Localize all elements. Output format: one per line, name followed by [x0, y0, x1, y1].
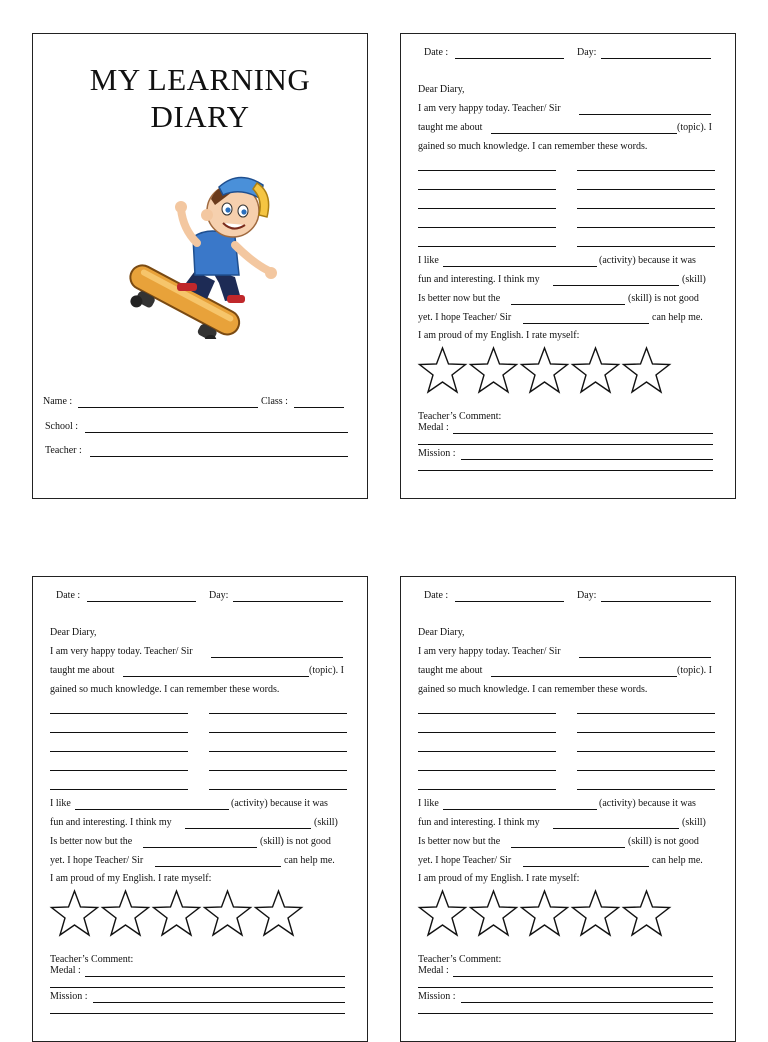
star-outline-icon[interactable]	[468, 889, 519, 937]
class-label: Class :	[261, 396, 288, 407]
star-outline-icon[interactable]	[519, 889, 570, 937]
word-field-6[interactable]	[577, 208, 715, 209]
helper-field[interactable]	[523, 323, 649, 324]
word-field-2[interactable]	[577, 713, 715, 714]
line-not-good: (skill) is not good	[628, 293, 699, 304]
mission-field-extra[interactable]	[418, 1013, 713, 1014]
line-activity: (activity) because it was	[599, 798, 696, 809]
class-field[interactable]	[294, 407, 344, 408]
star-outline-icon[interactable]	[468, 346, 519, 394]
word-field-8[interactable]	[209, 770, 347, 771]
skill-field-2[interactable]	[511, 304, 625, 305]
word-field-6[interactable]	[209, 751, 347, 752]
star-rating[interactable]	[417, 889, 672, 937]
topic-field[interactable]	[491, 676, 677, 677]
medal-field[interactable]	[453, 433, 713, 434]
word-field-9[interactable]	[418, 246, 556, 247]
star-outline-icon[interactable]	[49, 889, 100, 937]
line-knowledge: gained so much knowledge. I can remember these words.	[418, 141, 648, 152]
skill-field-2[interactable]	[143, 847, 257, 848]
date-field[interactable]	[87, 601, 196, 602]
line-like: I like	[50, 798, 71, 809]
line-activity: (activity) because it was	[231, 798, 328, 809]
day-label: Day:	[209, 590, 229, 601]
skill-field-1[interactable]	[553, 828, 679, 829]
star-outline-icon[interactable]	[253, 889, 304, 937]
date-field[interactable]	[455, 58, 564, 59]
line-proud: I am proud of my English. I rate myself:	[418, 330, 580, 341]
word-field-6[interactable]	[577, 751, 715, 752]
line-taught: taught me about	[50, 665, 115, 676]
word-field-9[interactable]	[418, 789, 556, 790]
word-field-2[interactable]	[209, 713, 347, 714]
teacher-comment-label: Teacher’s Comment:	[418, 411, 502, 422]
activity-field[interactable]	[75, 809, 229, 810]
activity-field[interactable]	[443, 809, 597, 810]
teacher-name-field[interactable]	[579, 114, 711, 115]
word-field-10[interactable]	[577, 789, 715, 790]
word-field-5[interactable]	[418, 208, 556, 209]
line-proud: I am proud of my English. I rate myself:	[418, 873, 580, 884]
day-label: Day:	[577, 47, 597, 58]
star-outline-icon[interactable]	[202, 889, 253, 937]
word-field-3[interactable]	[418, 732, 556, 733]
word-field-9[interactable]	[50, 789, 188, 790]
word-field-2[interactable]	[577, 170, 715, 171]
teacher-comment-label: Teacher’s Comment:	[418, 954, 502, 965]
cover-title	[33, 61, 367, 135]
mission-field[interactable]	[461, 1002, 713, 1003]
helper-field[interactable]	[523, 866, 649, 867]
activity-field[interactable]	[443, 266, 597, 267]
medal-field-extra[interactable]	[418, 444, 713, 445]
skill-field-1[interactable]	[553, 285, 679, 286]
word-field-5[interactable]	[50, 751, 188, 752]
word-field-7[interactable]	[418, 227, 556, 228]
medal-label: Medal :	[50, 965, 81, 976]
teacher-name-field[interactable]	[211, 657, 343, 658]
star-rating[interactable]	[417, 346, 672, 394]
date-label: Date :	[424, 47, 449, 58]
line-taught: taught me about	[418, 122, 483, 133]
line-teacher: I am very happy today. Teacher/ Sir	[418, 103, 561, 114]
diary-entry-page-3	[400, 576, 736, 1042]
medal-label: Medal :	[418, 965, 449, 976]
line-teacher: I am very happy today. Teacher/ Sir	[418, 646, 561, 657]
day-field[interactable]	[601, 601, 711, 602]
mission-field[interactable]	[93, 1002, 345, 1003]
line-help: can help me.	[652, 312, 703, 323]
line-topic: (topic). I	[677, 122, 712, 133]
word-field-7[interactable]	[418, 770, 556, 771]
medal-field-extra[interactable]	[418, 987, 713, 988]
line-skill: (skill)	[682, 817, 706, 828]
star-outline-icon[interactable]	[519, 346, 570, 394]
date-label: Date :	[424, 590, 449, 601]
star-outline-icon[interactable]	[100, 889, 151, 937]
line-teacher: I am very happy today. Teacher/ Sir	[50, 646, 193, 657]
star-outline-icon[interactable]	[417, 346, 468, 394]
school-label: School :	[45, 421, 79, 432]
word-field-5[interactable]	[418, 751, 556, 752]
teacher-name-field[interactable]	[579, 657, 711, 658]
line-taught: taught me about	[418, 665, 483, 676]
line-topic: (topic). I	[309, 665, 344, 676]
mission-label: Mission :	[418, 448, 456, 459]
date-label: Date :	[56, 590, 81, 601]
teacher-field[interactable]	[90, 456, 348, 457]
star-outline-icon[interactable]	[621, 889, 672, 937]
skateboarding-boy-icon	[123, 159, 283, 339]
star-rating[interactable]	[49, 889, 304, 937]
line-activity: (activity) because it was	[599, 255, 696, 266]
word-field-3[interactable]	[50, 732, 188, 733]
medal-field[interactable]	[453, 976, 713, 977]
skill-field-1[interactable]	[185, 828, 311, 829]
skill-field-2[interactable]	[511, 847, 625, 848]
greeting: Dear Diary,	[418, 627, 465, 638]
star-outline-icon[interactable]	[151, 889, 202, 937]
diary-entry-page-1	[400, 33, 736, 499]
name-label: Name :	[43, 396, 73, 407]
topic-field[interactable]	[123, 676, 309, 677]
cover-title-line2: DIARY	[150, 99, 250, 134]
word-field-10[interactable]	[577, 246, 715, 247]
word-field-1[interactable]	[418, 170, 556, 171]
line-help: can help me.	[652, 855, 703, 866]
mission-label: Mission :	[418, 991, 456, 1002]
line-skill: (skill)	[314, 817, 338, 828]
word-field-3[interactable]	[418, 189, 556, 190]
greeting: Dear Diary,	[418, 84, 465, 95]
word-field-8[interactable]	[577, 770, 715, 771]
word-field-7[interactable]	[50, 770, 188, 771]
word-field-8[interactable]	[577, 227, 715, 228]
mission-field-extra[interactable]	[418, 470, 713, 471]
star-outline-icon[interactable]	[570, 889, 621, 937]
line-not-good: (skill) is not good	[628, 836, 699, 847]
topic-field[interactable]	[491, 133, 677, 134]
diary-entry-page-2	[32, 576, 368, 1042]
mission-label: Mission :	[50, 991, 88, 1002]
day-field[interactable]	[233, 601, 343, 602]
line-not-good: (skill) is not good	[260, 836, 331, 847]
line-topic: (topic). I	[677, 665, 712, 676]
line-better: Is better now but the	[418, 293, 501, 304]
mission-field[interactable]	[461, 459, 713, 460]
day-field[interactable]	[601, 58, 711, 59]
medal-label: Medal :	[418, 422, 449, 433]
line-proud: I am proud of my English. I rate myself:	[50, 873, 212, 884]
line-think: fun and interesting. I think my	[50, 817, 172, 828]
line-hope: yet. I hope Teacher/ Sir	[50, 855, 144, 866]
line-hope: yet. I hope Teacher/ Sir	[418, 855, 512, 866]
word-field-1[interactable]	[418, 713, 556, 714]
line-think: fun and interesting. I think my	[418, 274, 540, 285]
date-field[interactable]	[455, 601, 564, 602]
mission-field-extra[interactable]	[50, 1013, 345, 1014]
word-field-4[interactable]	[577, 732, 715, 733]
cover-page	[32, 33, 368, 499]
star-outline-icon[interactable]	[570, 346, 621, 394]
line-knowledge: gained so much knowledge. I can remember these words.	[418, 684, 648, 695]
star-outline-icon[interactable]	[621, 346, 672, 394]
teacher-comment-label: Teacher’s Comment:	[50, 954, 134, 965]
line-better: Is better now but the	[418, 836, 501, 847]
medal-field[interactable]	[85, 976, 345, 977]
cover-title-line1: MY LEARNING	[89, 62, 311, 97]
line-hope: yet. I hope Teacher/ Sir	[418, 312, 512, 323]
line-like: I like	[418, 798, 439, 809]
school-field[interactable]	[85, 432, 348, 433]
line-like: I like	[418, 255, 439, 266]
word-field-4[interactable]	[577, 189, 715, 190]
word-field-4[interactable]	[209, 732, 347, 733]
greeting: Dear Diary,	[50, 627, 97, 638]
line-help: can help me.	[284, 855, 335, 866]
teacher-label: Teacher :	[45, 445, 82, 456]
word-field-1[interactable]	[50, 713, 188, 714]
line-think: fun and interesting. I think my	[418, 817, 540, 828]
medal-field-extra[interactable]	[50, 987, 345, 988]
word-field-10[interactable]	[209, 789, 347, 790]
line-better: Is better now but the	[50, 836, 133, 847]
name-field[interactable]	[78, 407, 258, 408]
star-outline-icon[interactable]	[417, 889, 468, 937]
day-label: Day:	[577, 590, 597, 601]
line-skill: (skill)	[682, 274, 706, 285]
helper-field[interactable]	[155, 866, 281, 867]
line-knowledge: gained so much knowledge. I can remember these words.	[50, 684, 280, 695]
